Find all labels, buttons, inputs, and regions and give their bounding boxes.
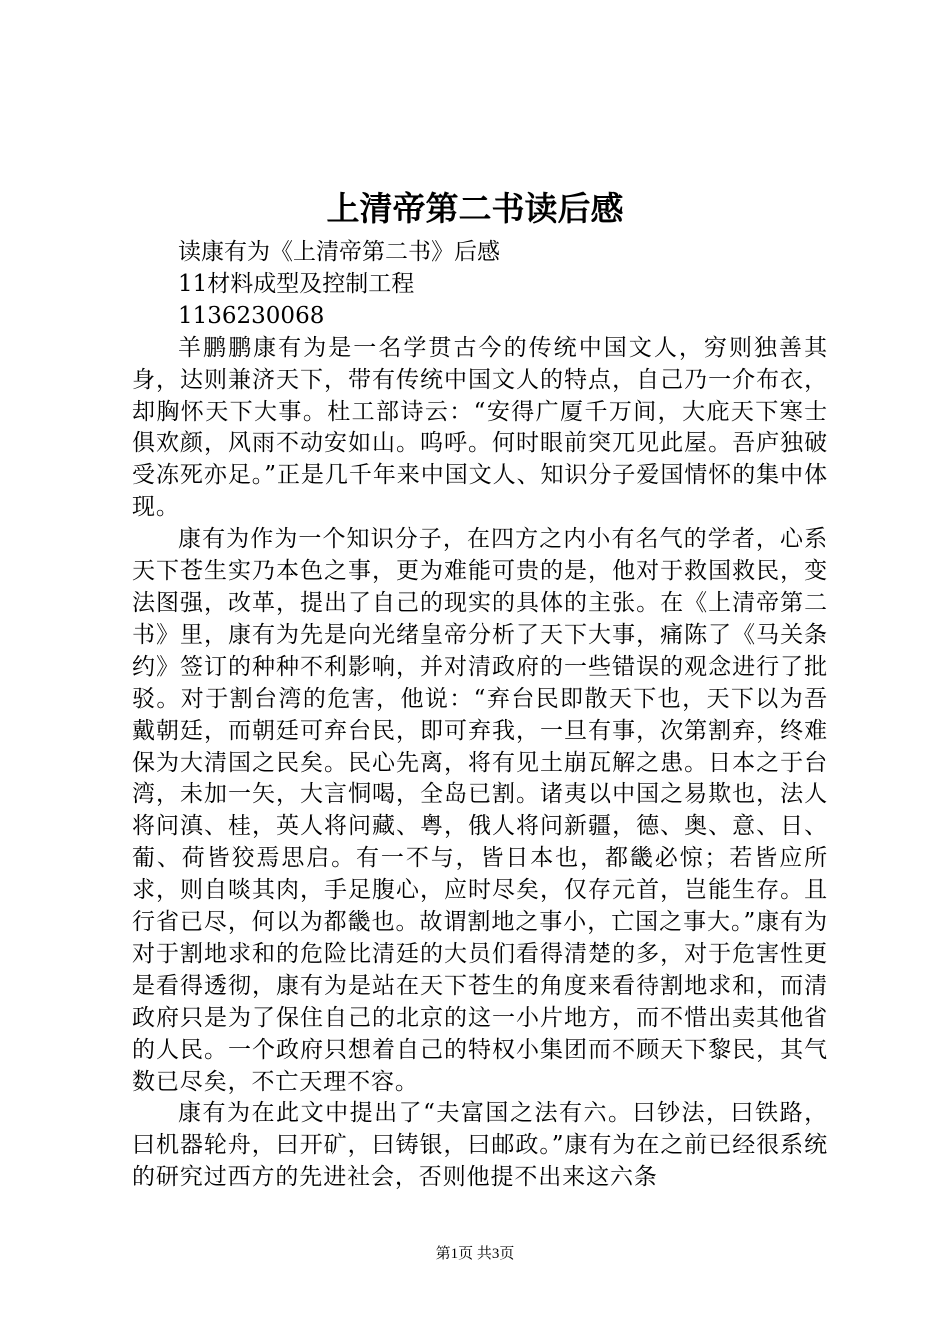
essay-subtitle: 读康有为《上清帝第二书》后感 [178, 239, 500, 265]
page-title: 上清帝第二书读后感 [326, 189, 624, 228]
document-body [132, 237, 828, 1194]
page-number-footer: 第1页 共3页 [435, 1246, 515, 1262]
class-line: 11材料成型及控制工程 [178, 270, 415, 297]
paragraph-2: 康有为作为一个知识分子，在四方之内小有名气的学者，心系天下苍生实乃本色之事，更为难能可贵的是，他对于救国救民，变法图强，改革，提出了自己的现实的具体的主张。在《上清帝第二书》里，康有为先是向光绪皇帝分析了天下大事，痛陈了《马关条约》签订的种种不利影响，并对清政府的一些错误的观念进行了批驳。对于割台湾的危害，他说：“弃台民即散天下也，天下以为吾戴朝廷，而朝廷可弃台民，即可弃我，一旦有事，次第割弃，终难保为大清国之民矣。民心先离，将有见土崩瓦解之患。日本之于台湾，未加一矢，大言恫喝，全岛已割。诸夷以中国之易欺也，法人将问滇、桂，英人将问藏、粤，俄人将问新疆，德、奥、意、日、葡、荷皆狡焉思启。有一不与，皆日本也，都畿必惊；若皆应所求，则自啖其肉，手足腹心，应时尽矣，仅存元首，岂能生存。且行省已尽，何以为都畿也。故谓割地之事小，亡国之事大。”康有为对于割地求和的危险比清廷的大员们看得清楚的多，对于危害性更是看得透彻，康有为是站在天下苍生的角度来看待割地求和，而清政府只是为了保住自己的北京的这一小片地方，而不惜出卖其他省的人民。一个政府只想着自己的特权小集团而不顾天下黎民，其气数已尽矣，不亡天理不容。 [132, 526, 828, 1095]
student-id: 1136230068 [178, 302, 325, 329]
paragraph-3: 康有为在此文中提出了“夫富国之法有六。曰钞法，曰铁路，曰机器轮舟，曰开矿，曰铸银，曰邮政。”康有为在之前已经很系统的研究过西方的先进社会，否则他提不出来这六条 [132, 1100, 828, 1191]
paragraph-1: 羊鹏鹏康有为是一名学贯古今的传统中国文人，穷则独善其身，达则兼济天下，带有传统中国文人的特点，自己乃一介布衣，却胸怀天下大事。杜工部诗云：“安得广厦千万间，大庇天下寒士俱欢颜，风雨不动安如山。呜呼。何时眼前突兀见此屋。吾庐独破受冻死亦足。”正是几千年来中国文人、知识分子爱国情怀的集中体现。 [132, 334, 828, 521]
